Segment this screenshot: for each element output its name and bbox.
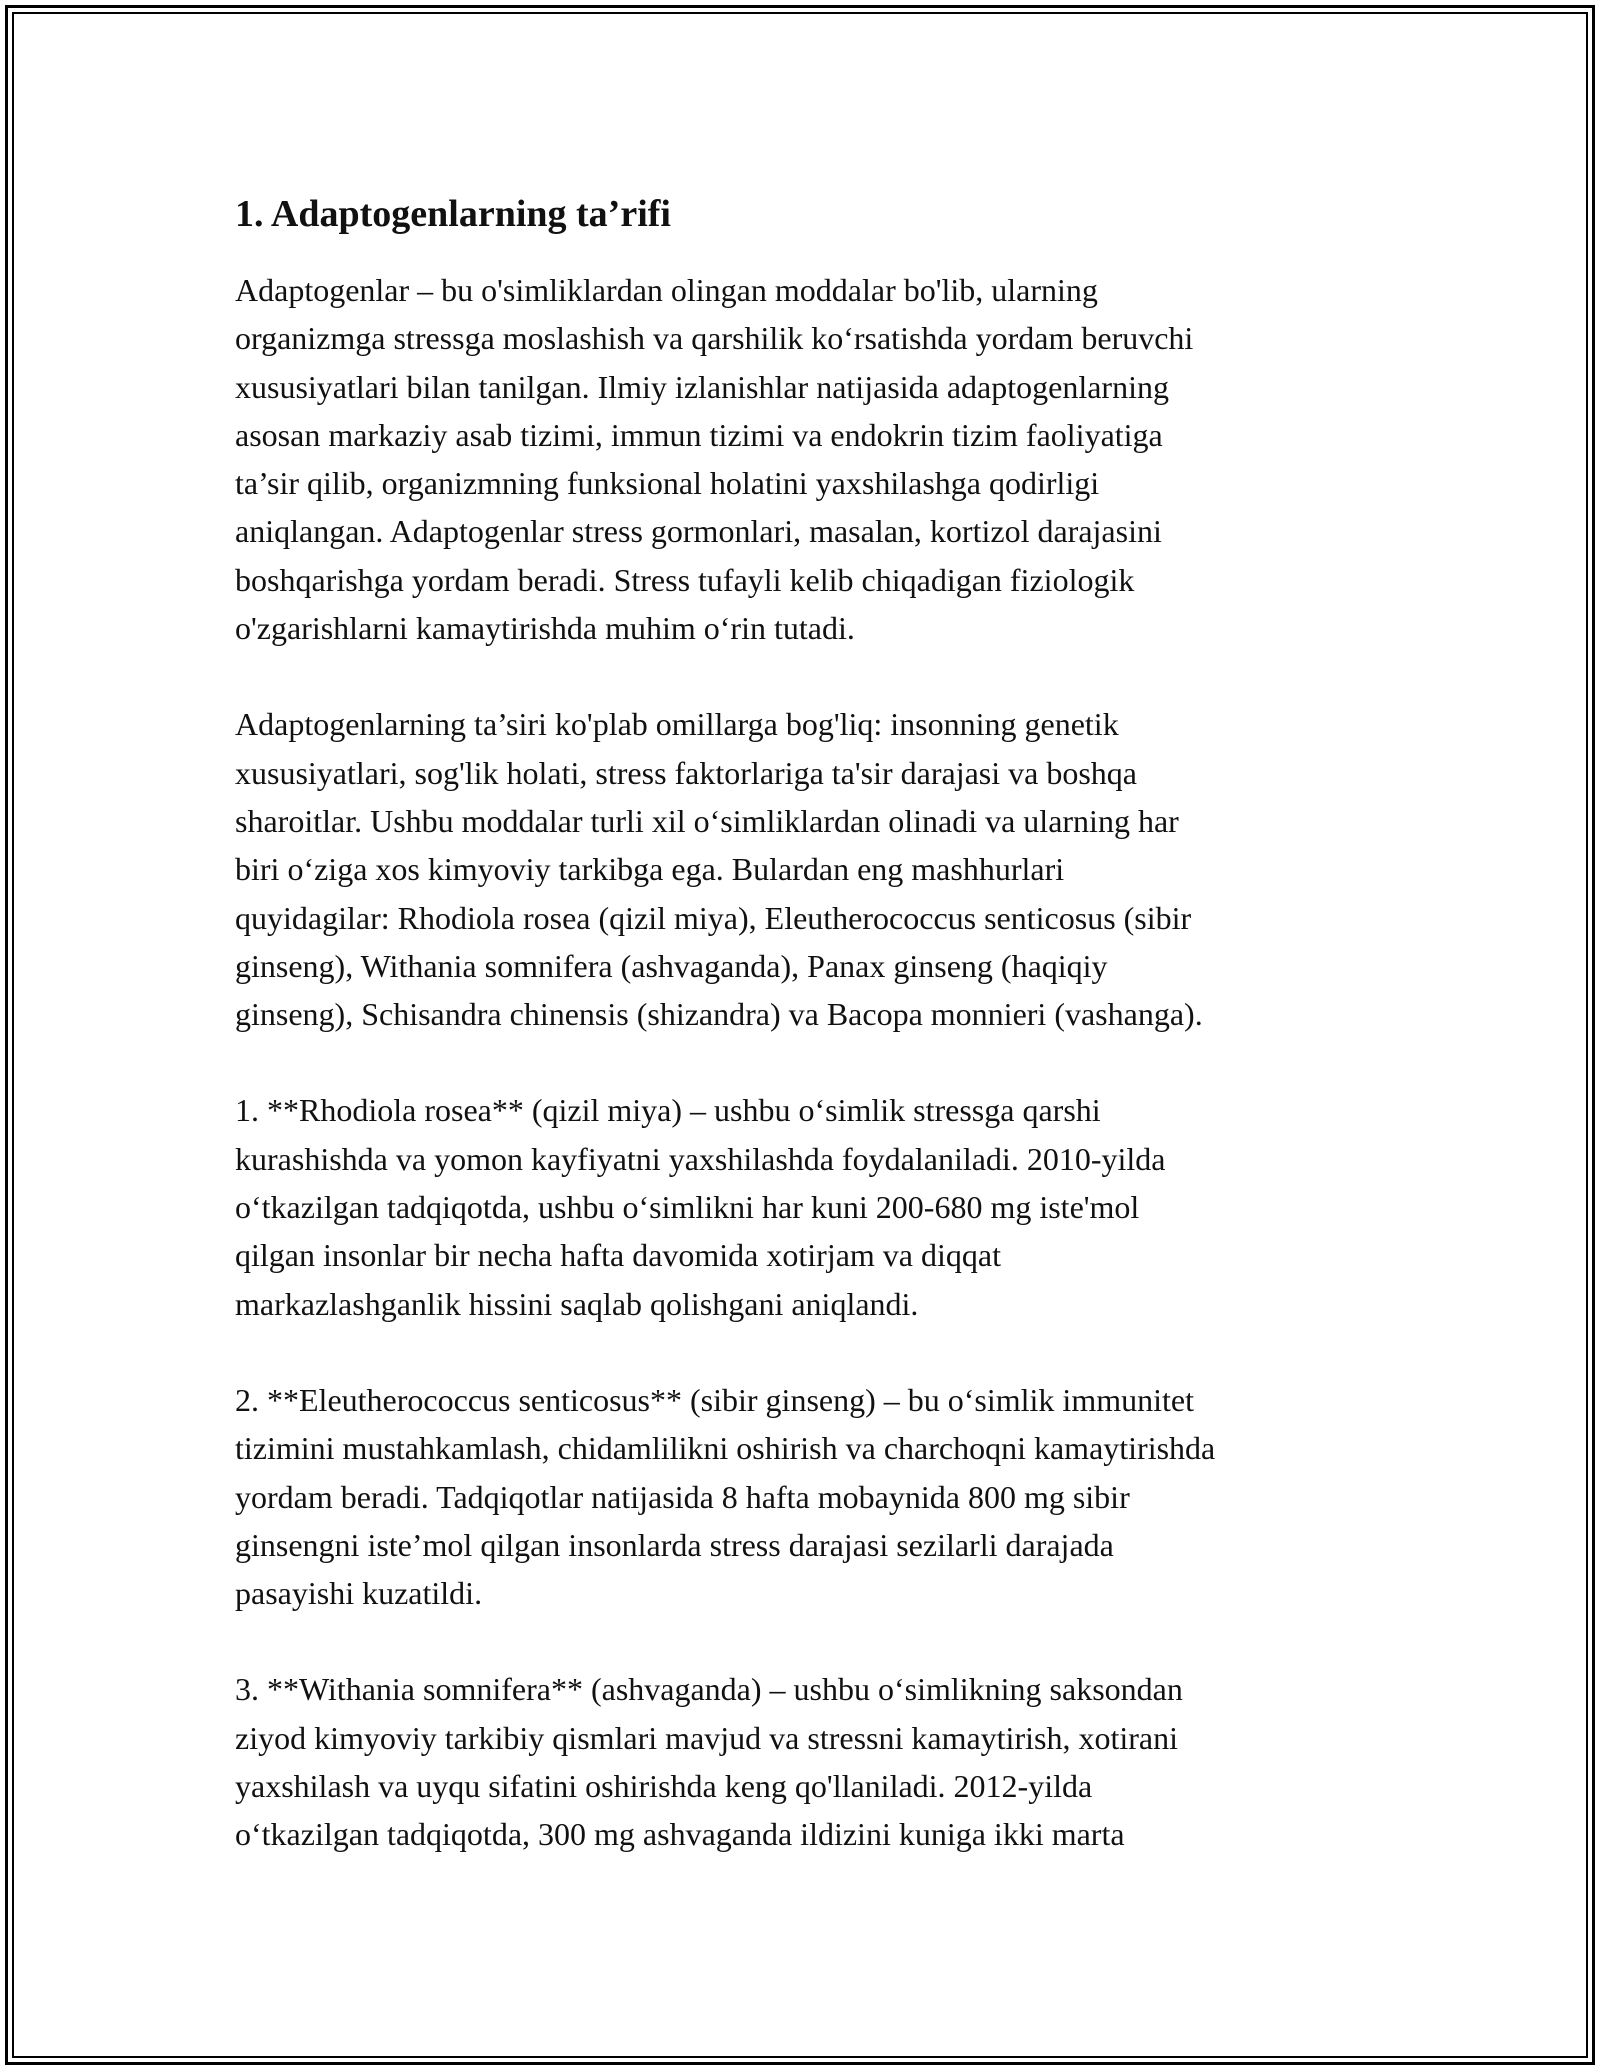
paragraph-definition: Adaptogenlar – bu o'simliklardan olingan moddalar bo'lib, ularning organizmga stressga moslashish va qarshilik ko‘rsatishda yordam beruvchi xususiyatlari bilan tanilgan. Ilmiy izlanishlar natijasida adaptogenlarning asosan markaziy asab tizimi, immun tizimi va endokrin tizim faoliyatiga ta’sir qilib, organizmning funksional holatini yaxshilashga qodirligi aniqlangan. Adaptogenlar stress gormonlari, masalan, kortizol darajasini boshqarishga yordam beradi. Stress tufayli kelib chiqadigan fiziologik o'zgarishlarni kamaytirishda muhim o‘rin tutadi.: [235, 272, 1194, 647]
document-body: [235, 186, 1375, 1907]
paragraph-withania: 3. **Withania somnifera** (ashvaganda) – ushbu o‘simlikning saksondan ziyod kimyoviy tarkibiy qismlari mavjud va stressni kamaytirish, xotirani yaxshilash va uyqu sifatini oshirishda keng qo'llaniladi. 2012-yilda o‘tkazilgan tadqiqotda, 300 mg ashvaganda ildizini kuniga ikki marta: [235, 1671, 1183, 1853]
paragraph-rhodiola: 1. **Rhodiola rosea** (qizil miya) – ushbu o‘simlik stressga qarshi kurashishda va yomon kayfiyatni yaxshilashda foydalaniladi. 2010-yilda o‘tkazilgan tadqiqotda, ushbu o‘simlikni har kuni 200-680 mg iste'mol qilgan insonlar bir necha hafta davomida xotirjam va diqqat markazlashganlik hissini saqlab qolishgani aniqlandi.: [235, 1092, 1166, 1322]
paragraph-eleutherococcus: 2. **Eleutherococcus senticosus** (sibir ginseng) – bu o‘simlik immunitet tizimini mustahkamlash, chidamlilikni oshirish va charchoqni kamaytirishda yordam beradi. Tadqiqotlar natijasida 8 hafta mobaynida 800 mg sibir ginsengni iste’mol qilgan insonlarda stress darajasi sezilarli darajada pasayishi kuzatildi.: [235, 1381, 1216, 1612]
section-heading: 1. Adaptogenlarning ta’rifi: [235, 193, 671, 235]
paragraph-factors: Adaptogenlarning ta’siri ko'plab omillarga bog'liq: insonning genetik xususiyatlari, sog'lik holati, stress faktorlariga ta'sir darajasi va boshqa sharoitlar. Ushbu moddalar turli xil o‘simliklardan olinadi va ularning har biri o‘ziga xos kimyoviy tarkibga ega. Bulardan eng mashhurlari quyidagilar: Rhodiola rosea (qizil miya), Eleutherococcus senticosus (sibir ginseng), Withania somnifera (ashvaganda), Panax ginseng (haqiqiy ginseng), Schisandra chinensis (shizandra) va Bacopa monnieri (vashanga).: [235, 706, 1203, 1033]
